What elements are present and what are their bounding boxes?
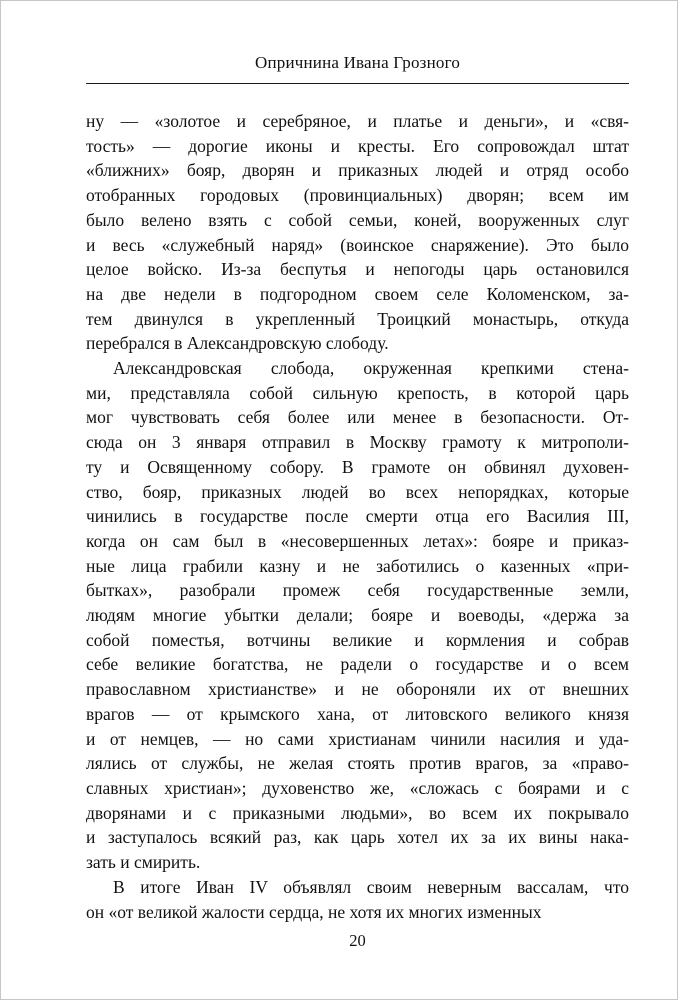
- text-line: ство, бояр, приказных людей во всех непорядках, которые: [86, 481, 629, 502]
- text-line: зать и смирить.: [86, 852, 201, 873]
- text-line: когда он сам был в «несовершенных летах»: бояре и приказ-: [86, 530, 629, 551]
- text-line: на две недели в подгородном своем селе Коломенском, за-: [86, 283, 629, 304]
- text-line: отобранных городовых (провинциальных) дворян; всем им: [86, 185, 629, 206]
- paragraph: [86, 356, 629, 875]
- text-line: целое войско. Из-за беспутья и непогоды царь остановился: [86, 259, 629, 280]
- text-line: славных христиан»; духовенство же, «сложась с боярами и с: [86, 777, 629, 798]
- text-line: чинились в государстве после смерти отца его Василия III,: [86, 506, 629, 527]
- text-line: и заступалось всякий раз, как царь хотел их за их вины нака-: [86, 827, 629, 848]
- text-line: мог чувствовать себя более или менее в безопасности. От-: [86, 407, 629, 428]
- text-line: тость» — дорогие иконы и кресты. Его сопровождал штат: [86, 135, 629, 156]
- text-line: Александровская слобода, окруженная крепкими стена-: [113, 358, 629, 379]
- text-line: сюда он 3 января отправил в Москву грамоту к митрополи-: [86, 432, 629, 453]
- text-line: ми, представляла собой сильную крепость, в которой царь: [86, 382, 629, 403]
- text-line: ну — «золотое и серебряное, и платье и деньги», и «свя-: [86, 111, 629, 131]
- text-line: врагов — от крымского хана, от литовского великого князя: [86, 703, 629, 724]
- text-line: собой поместья, вотчины великие и кормления и собрав: [86, 629, 629, 650]
- text-line: бытках», разобрали промеж себя государственные земли,: [86, 580, 629, 601]
- text-block: [86, 109, 629, 924]
- text-line: было велено взять с собой семьи, коней, вооруженных слуг: [86, 209, 629, 230]
- paragraph: [86, 875, 629, 924]
- text-line: и от немцев, — но сами христианам чинили насилия и уда-: [86, 728, 629, 749]
- paragraph: [86, 109, 629, 356]
- text-line: он «от великой жалости сердца, не хотя их многих изменных: [86, 901, 542, 922]
- header-rule-divider: [86, 83, 629, 84]
- running-head: Опричнина Ивана Грозного: [254, 53, 461, 72]
- text-line: дворянами и с приказными людьми», во всем их покрывало: [86, 802, 629, 823]
- text-line: лялись от службы, не желая стоять против врагов, за «право-: [86, 753, 629, 774]
- text-line: себе великие богатства, не радели о государстве и о всем: [86, 654, 629, 675]
- text-line: тем двинулся в укрепленный Троицкий монастырь, откуда: [86, 308, 629, 329]
- text-line: перебрался в Александровскую слободу.: [86, 333, 389, 354]
- text-line: ту и Освященному собору. В грамоте он обвинял духовен-: [86, 456, 629, 477]
- text-line: православном христианстве» и не обороняли их от внешних: [86, 679, 629, 700]
- text-line: и весь «служебный наряд» (воинское снаряжение). Это было: [86, 234, 629, 255]
- page-number: 20: [349, 931, 366, 950]
- text-line: «ближних» бояр, дворян и приказных людей и отряд особо: [86, 160, 629, 181]
- text-line: В итоге Иван IV объявлял своим неверным вассалам, что: [113, 876, 629, 897]
- text-line: ные лица грабили казну и не заботились о казенных «при-: [86, 555, 629, 576]
- text-line: людям многие убытки делали; бояре и воеводы, «держа за: [86, 605, 629, 626]
